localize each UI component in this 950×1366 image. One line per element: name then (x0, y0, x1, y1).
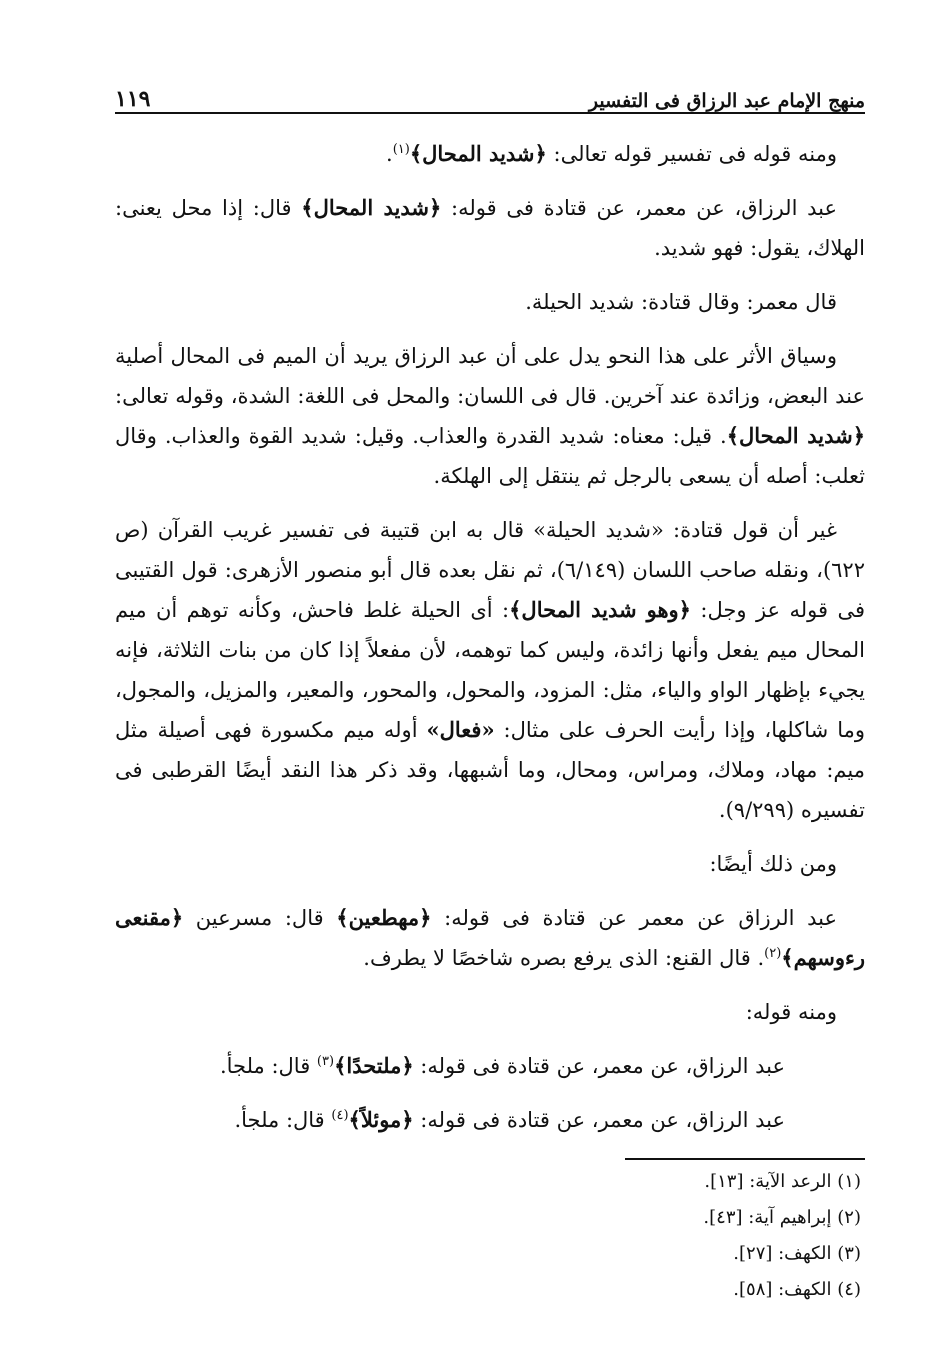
footnote-3: (٣) الكهف: [٢٧]. (733, 1243, 861, 1264)
footnote-ref: (١) (392, 142, 410, 157)
paragraph-5: غير أن قول قتادة: «شديد الحيلة» قال به ابن قتيبة فى تفسير غريب القرآن (ص ٦٢٢)، ونقله صاحب اللسان (٦/١٤٩)، ثم نقل بعده قال أبو منصور الأزهرى: قول القتيبى فى قوله عز وجل: ﴿وهو شديد المحال﴾: أى الحيلة غلط فاحش، وكأنه توهم أن ميم المحال ميم يفعل وأنها زائدة، وليس كما توهمه، لأن مفعلاً إذا كان من بنات الثلاثة، فإنه يجيء بإظهار الواو والياء، مثل: المزود، والمحول، والمحور، والمعير، والمزيل، والمجول، وما شاكلها، وإذا رأيت الحرف على مثال: «فعال» أوله ميم مكسورة فهى أصيلة مثل ميم: مهاد، وملاك، ومراس، ومحال، وما أشبهها، وقد ذكر هذا النقد أيضًا القرطبى فى تفسيره (٩/٢٩٩). (115, 518, 866, 822)
page-number: ١١٩ (115, 86, 151, 112)
running-title: منهج الإمام عبد الرزاق فى التفسير (588, 90, 865, 112)
page-body (115, 134, 865, 1140)
paragraph-10: عبد الرزاق، عن معمر، عن قتادة فى قوله: ﴿موئلاً﴾$^{(٤)}$ قال: ملجأ. (234, 1107, 785, 1132)
paragraph-4: وسياق الأثر على هذا النحو يدل على أن عبد الرزاق يريد أن الميم فى المحال أصلية عند البعض، وزائدة عند آخرين. قال فى اللسان: والمحل فى اللغة: الشدة، وقوله تعالى: ﴿شديد المحال﴾. قيل: معناه: شديد القدرة والعذاب. وقيل: شديد القوة والعذاب. وقال ثعلب: أصله أن يسعى بالرجل ثم ينتقل إلى الهلكة. (115, 344, 866, 488)
footnote-2: (٢) إبراهيم آية: [٤٣]. (703, 1207, 861, 1228)
paragraph-3: قال معمر: وقال قتادة: شديد الحيلة. (525, 290, 837, 314)
paragraph-1: ومنه قوله فى تفسير قوله تعالى: ﴿شديد المحال﴾$^{(١)}$. (386, 141, 837, 166)
paragraph-9: عبد الرزاق، عن معمر، عن قتادة فى قوله: ﴿ملتحدًا﴾$^{(٣)}$ قال: ملجأ. (219, 1053, 785, 1078)
quran-quote: ﴿وهو شديد المحال﴾ (509, 597, 691, 622)
paragraph-6: ومن ذلك أيضًا: (709, 852, 837, 876)
footnote-ref: (٤) (331, 1108, 349, 1123)
paragraph-7: عبد الرزاق عن معمر عن قتادة فى قوله: ﴿مهطعين﴾ قال: مسرعين ﴿مقنعى رءوسهم﴾$^{(٢)}$. قال القنع: الذى يرفع بصره شاخصًا لا يطرف. (115, 905, 865, 970)
paragraph-8: ومنه قوله: (745, 1000, 837, 1024)
word-pattern: «فعال» (426, 717, 495, 742)
footnote-ref: (٣) (316, 1054, 335, 1069)
quran-quote: ﴿مهطعين﴾ (336, 905, 432, 930)
footnotes (115, 1158, 865, 1308)
page (115, 78, 865, 1308)
quran-quote: ﴿موئلاً﴾ (348, 1107, 414, 1132)
quran-quote: ﴿شديد المحال﴾ (726, 423, 866, 448)
quran-quote: ﴿ملتحدًا﴾ (334, 1053, 414, 1078)
paragraph-2: عبد الرزاق، عن معمر، عن قتادة فى قوله: ﴿شديد المحال﴾ قال: إذا محل يعنى: الهلاك، يقول: فهو شديد. (115, 195, 865, 260)
footnote-ref: (٢) (764, 946, 782, 961)
quran-quote: ﴿شديد المحال﴾ (409, 141, 547, 166)
footnote-1: (١) الرعد الآية: [١٣]. (704, 1171, 861, 1192)
quran-quote: ﴿مقنعى رءوسهم﴾ (115, 905, 865, 970)
quran-quote: ﴿شديد المحال﴾ (301, 195, 442, 220)
footnote-4: (٤) الكهف: [٥٨]. (733, 1279, 861, 1300)
page-header (115, 78, 865, 114)
footnote-divider (625, 1158, 865, 1160)
